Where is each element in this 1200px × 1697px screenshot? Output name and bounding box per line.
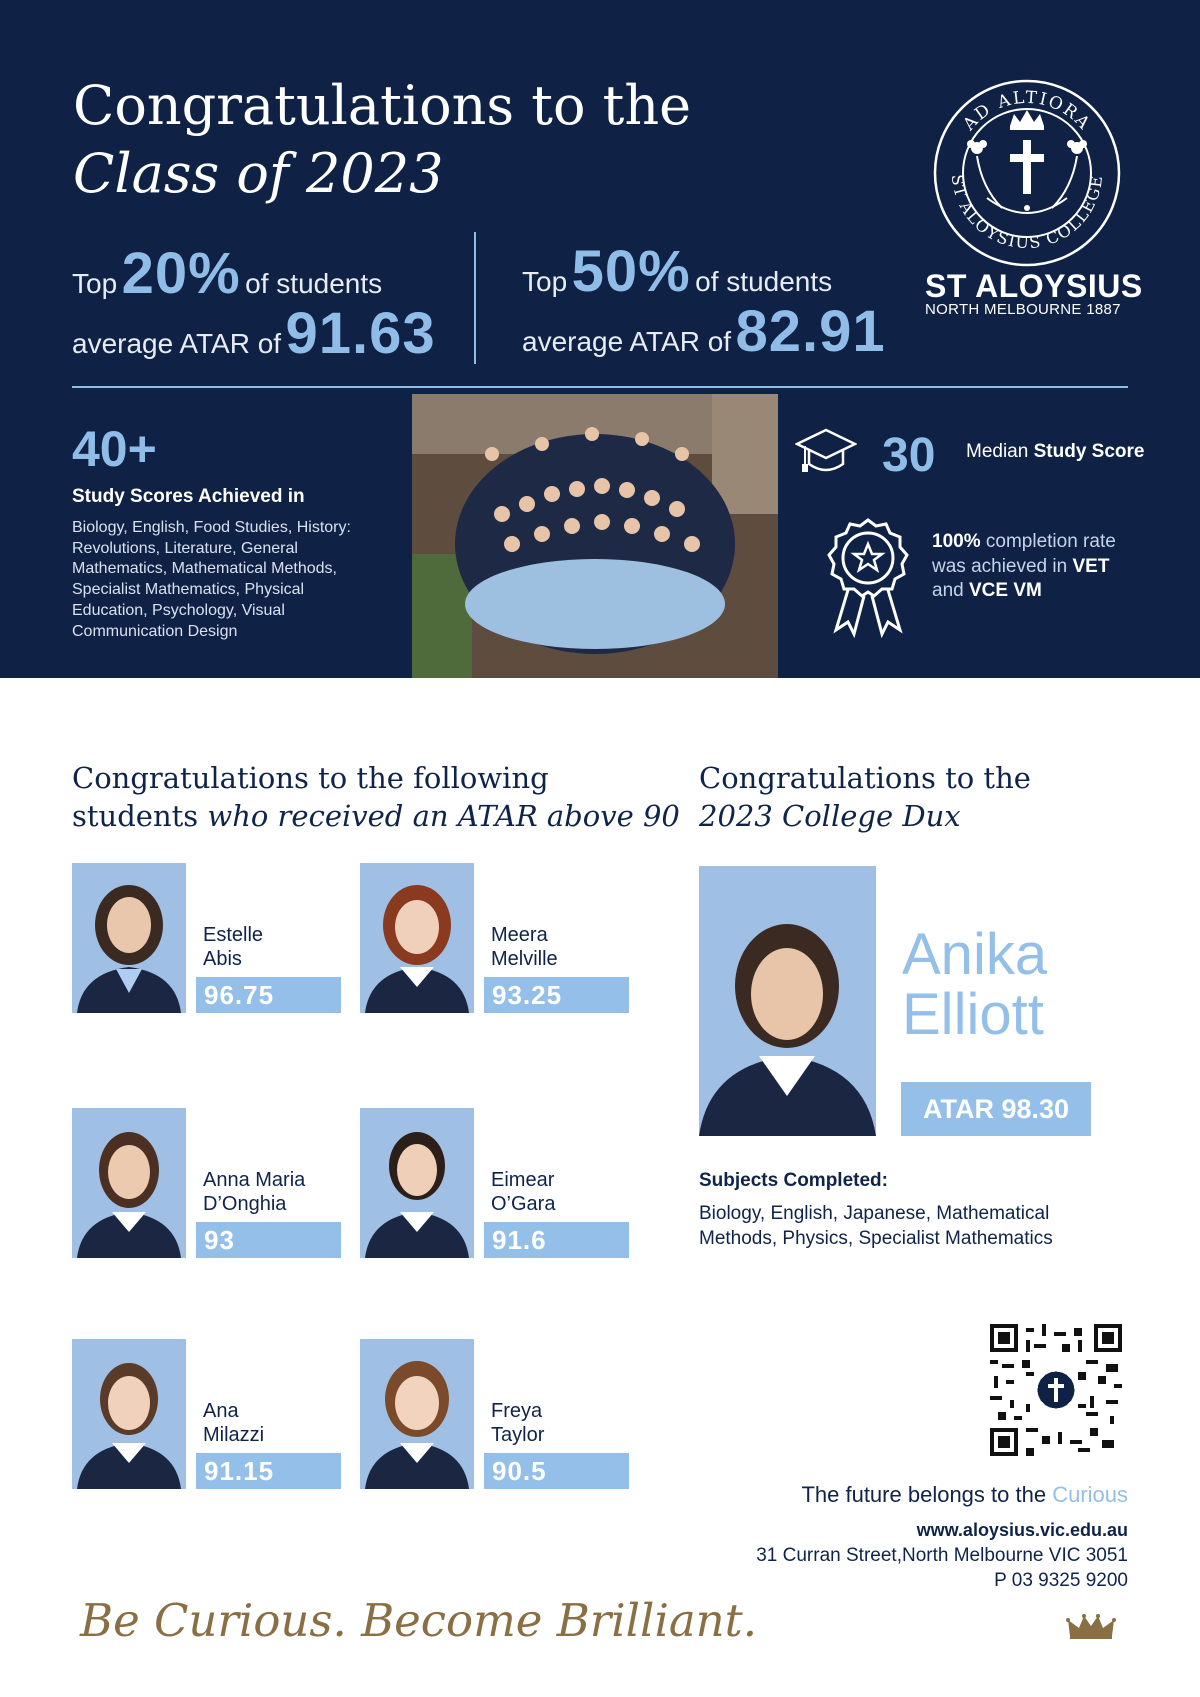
student-photo [360, 1339, 474, 1489]
dux-heading-italic: 2023 College Dux [699, 799, 961, 833]
stat-percent: 50% [571, 239, 691, 304]
atar-heading-line-2 [72, 797, 680, 835]
stat-divider [474, 232, 476, 364]
tagline [801, 1482, 1128, 1508]
student-first-name: Ana [203, 1400, 239, 1422]
dux-name [902, 922, 1152, 1047]
dux-heading [699, 759, 1031, 835]
page-title [73, 72, 691, 208]
crest-motto: AD ALTIORA [959, 87, 1095, 135]
student-name [491, 1168, 555, 1216]
student-score: 93 [196, 1222, 341, 1258]
student-score: 91.15 [196, 1453, 341, 1489]
stat-value: 91.63 [285, 301, 436, 366]
crown-icon [1066, 1612, 1116, 1640]
stat-top-20 [72, 240, 472, 370]
student-score: 93.25 [484, 977, 629, 1013]
college-location: NORTH MELBOURNE 1887 [925, 301, 1121, 318]
dux-last-name: Elliott [902, 982, 1044, 1047]
completion-vce: VCE VM [968, 580, 1042, 601]
dux-heading-line-1: Congratulations to the [699, 761, 1031, 795]
student-first-name: Estelle [203, 924, 264, 946]
student-score: 90.5 [484, 1453, 629, 1489]
student-last-name: Melville [491, 948, 558, 970]
stat-percent: 20% [121, 241, 241, 306]
student-photo [72, 1339, 186, 1489]
atar-heading-plain: students [72, 799, 208, 833]
student-last-name: Taylor [491, 1424, 545, 1446]
atar-heading-line-1: Congratulations to the following [72, 761, 549, 795]
stat-of-students: of students [245, 268, 383, 299]
student-photo [72, 863, 186, 1013]
student-name [203, 1168, 305, 1216]
student-photo [360, 1108, 474, 1258]
median-label-bold: Study Score [1033, 441, 1145, 462]
student-last-name: D’Onghia [203, 1193, 287, 1215]
section-divider [72, 386, 1128, 388]
stat-top-50 [522, 238, 922, 368]
title-line-1: Congratulations to the [73, 74, 692, 137]
phone-number: P 03 9325 9200 [994, 1570, 1128, 1591]
completion-text [932, 530, 1132, 604]
stat-value: 82.91 [735, 299, 886, 364]
stat-of-students: of students [695, 266, 833, 297]
student-name [491, 1399, 544, 1447]
student-last-name: Milazzi [203, 1424, 265, 1446]
title-line-2: Class of 2023 [73, 142, 444, 205]
student-first-name: Eimear [491, 1169, 555, 1191]
student-photo [72, 1108, 186, 1258]
student-first-name: Freya [491, 1400, 543, 1422]
dux-heading-line-2 [699, 797, 1031, 835]
crest-ring-text: ST ALOYSIUS COLLEGE [947, 173, 1107, 253]
qr-code[interactable] [990, 1324, 1122, 1456]
college-crest-logo [932, 78, 1122, 268]
dux-subjects-label: Subjects Completed: [699, 1170, 888, 1191]
median-score-value: 30 [882, 429, 936, 482]
student-last-name: O’Gara [491, 1193, 556, 1215]
stat-avg-label: average ATAR of [72, 328, 282, 359]
college-name: ST ALOYSIUS [925, 268, 1143, 304]
dux-atar-badge: ATAR 98.30 [901, 1082, 1091, 1136]
hero-panel [0, 0, 1200, 678]
dux-first-name: Anika [902, 922, 1048, 987]
student-photo [360, 863, 474, 1013]
school-motto: Be Curious. Become Brilliant. [80, 1594, 758, 1647]
stat-avg-label: average ATAR of [522, 326, 732, 357]
median-score-label [966, 441, 1144, 463]
student-name [491, 923, 558, 971]
student-score: 96.75 [196, 977, 341, 1013]
atar-heading [72, 759, 680, 835]
dux-subjects-list: Biology, English, Japanese, Mathematical Methods, Physics, Specialist Mathematics [699, 1203, 1053, 1249]
tagline-plain: The future belongs to the [801, 1482, 1053, 1507]
student-first-name: Meera [491, 924, 548, 946]
class-group-photo [412, 394, 778, 678]
dux-photo [699, 866, 876, 1136]
website-link[interactable]: www.aloysius.vic.edu.au [916, 1520, 1128, 1540]
student-card [360, 1339, 920, 1489]
median-label-plain: Median [966, 441, 1034, 462]
stat-top-word: Top [522, 266, 568, 297]
address: 31 Curran Street,North Melbourne VIC 3051 [756, 1545, 1128, 1566]
stat-top-word: Top [72, 268, 118, 299]
award-rosette-icon [820, 516, 916, 638]
completion-and: and [932, 580, 969, 601]
student-last-name: Abis [203, 948, 242, 970]
student-name [203, 923, 263, 971]
graduation-cap-icon [795, 424, 857, 478]
completion-vet: VET [1072, 555, 1110, 577]
completion-text-1: completion rate was achieved in [932, 531, 1116, 577]
study-score-count: 40+ [72, 421, 157, 477]
student-first-name: Anna Maria [203, 1169, 306, 1191]
student-name [203, 1399, 264, 1447]
study-score-label: Study Scores Achieved in [72, 486, 305, 507]
tagline-accent: Curious [1052, 1482, 1128, 1507]
student-score: 91.6 [484, 1222, 629, 1258]
study-score-subjects: Biology, English, Food Studies, History: Revolutions, Literature, General Mathematics, Mathematical Methods, Specialist Mathematics, Physical Education, Psychology, Visual Communication Design [72, 519, 351, 640]
completion-pct: 100% [932, 531, 981, 552]
atar-heading-italic: who received an ATAR above 90 [207, 799, 680, 833]
